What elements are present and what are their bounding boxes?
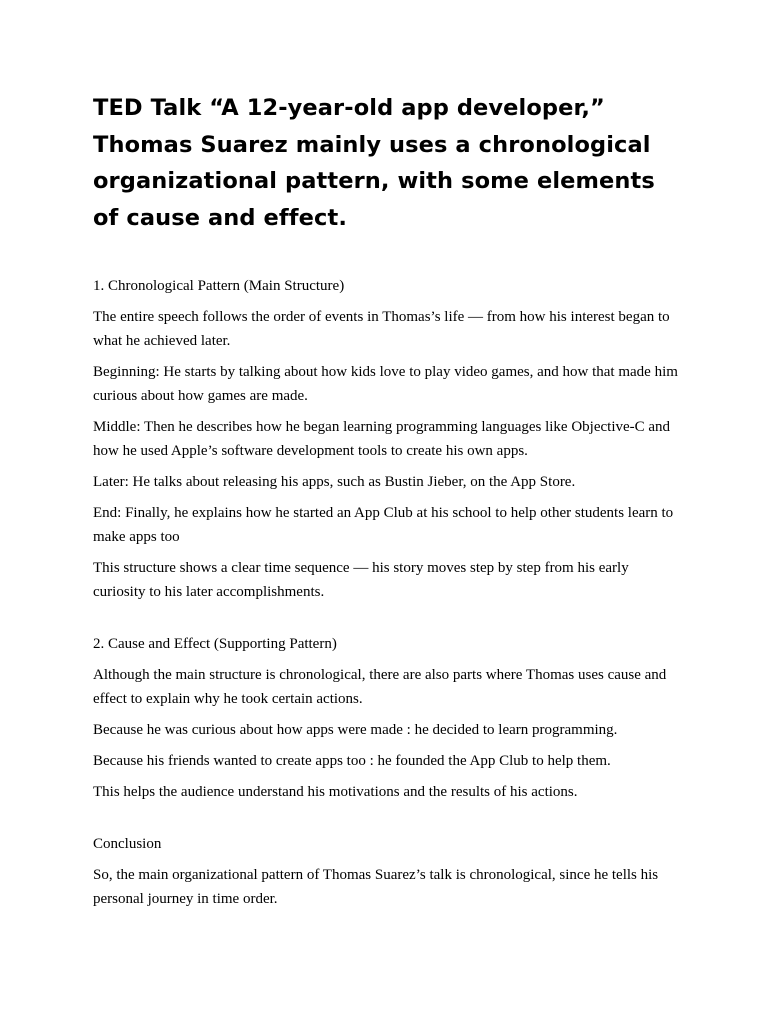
paragraph: So, the main organizational pattern of Thomas Suarez’s talk is chronological, since he tells his personal journey in time order.: [93, 867, 659, 907]
paragraph: End: Finally, he explains how he started an App Club at his school to help other students learn to make apps too: [93, 505, 674, 545]
paragraph: This structure shows a clear time sequence — his story moves step by step from his early curiosity to his later accomplishments.: [93, 560, 629, 600]
document-title: TED Talk “A 12-year-old app developer,” Thomas Suarez mainly uses a chronological organizational pattern, with some elements of cause and effect.: [93, 95, 655, 231]
section-heading: 1. Chronological Pattern (Main Structure): [93, 278, 345, 294]
paragraph: The entire speech follows the order of events in Thomas’s life — from how his interest began to what he achieved later.: [93, 309, 670, 349]
paragraph: Although the main structure is chronological, there are also parts where Thomas uses cause and effect to explain why he took certain actions.: [93, 667, 667, 707]
section-chronological: [93, 274, 683, 604]
paragraph: Middle: Then he describes how he began learning programming languages like Objective-C and how he used Apple’s software development tools to create his own apps.: [93, 419, 671, 459]
section-conclusion: [93, 832, 683, 911]
section-heading: 2. Cause and Effect (Supporting Pattern): [93, 636, 337, 652]
paragraph: Later: He talks about releasing his apps, such as Bustin Jieber, on the App Store.: [93, 474, 576, 490]
paragraph: Because his friends wanted to create apps too : he founded the App Club to help them.: [93, 753, 611, 769]
document-page: [93, 90, 683, 918]
section-cause-effect: [93, 632, 683, 804]
paragraph: This helps the audience understand his motivations and the results of his actions.: [93, 784, 578, 800]
paragraph: Because he was curious about how apps were made : he decided to learn programming.: [93, 722, 618, 738]
paragraph: Beginning: He starts by talking about how kids love to play video games, and how that made him curious about how games are made.: [93, 364, 678, 404]
section-heading: Conclusion: [93, 836, 162, 852]
